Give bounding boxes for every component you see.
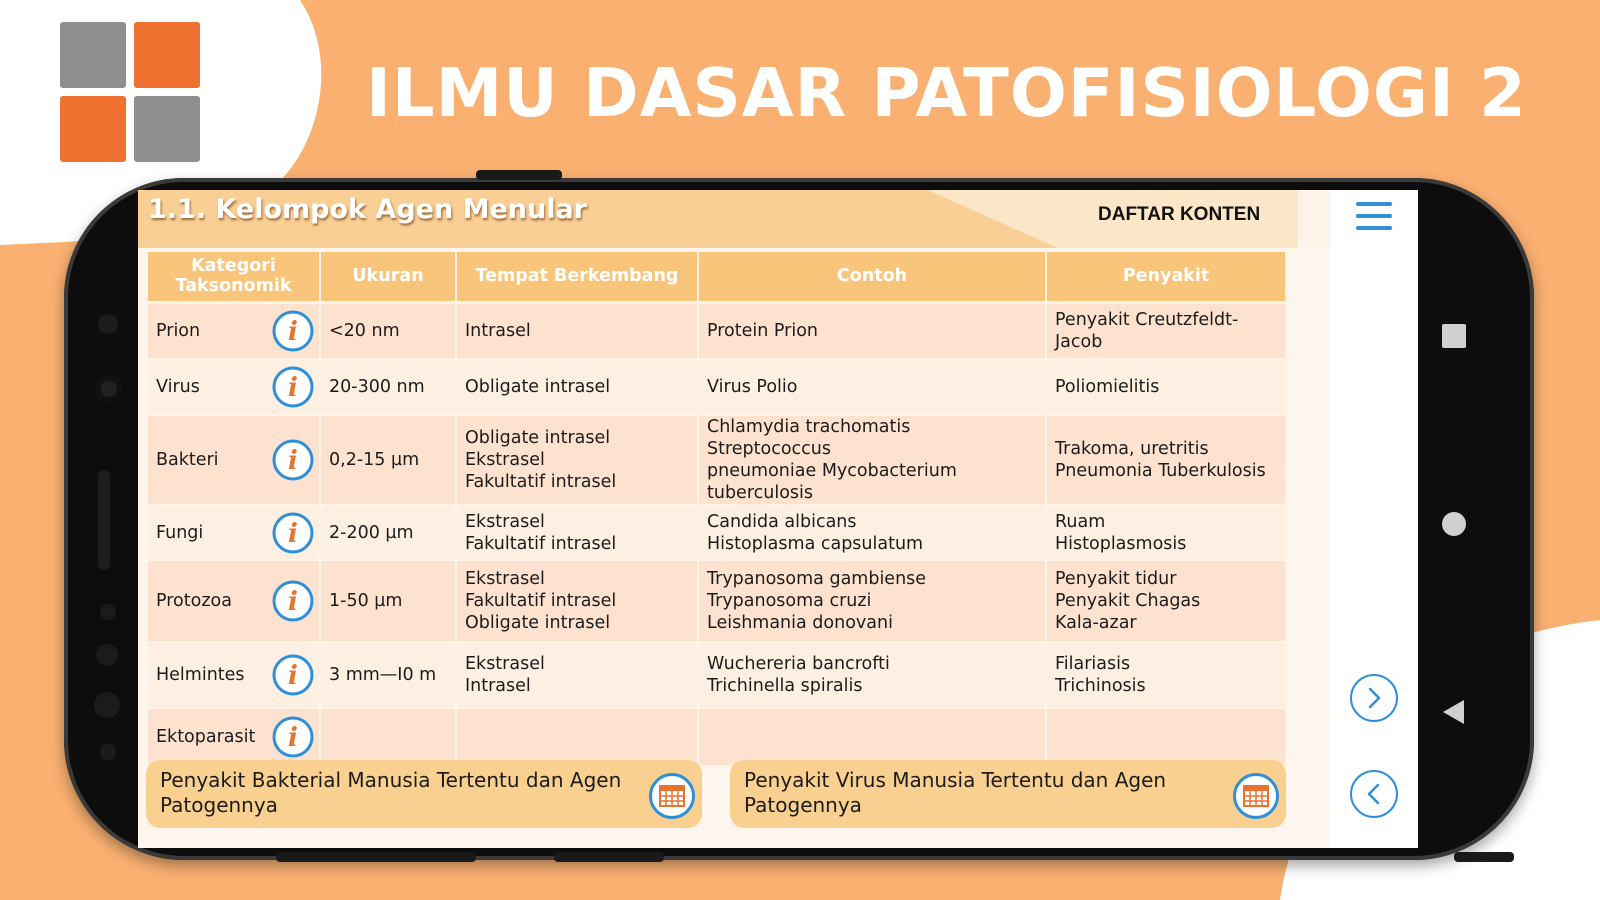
android-recents-button[interactable] xyxy=(1442,324,1466,348)
table-row xyxy=(148,302,1286,359)
category-cell xyxy=(148,560,320,642)
category-label: Protozoa xyxy=(156,591,232,611)
info-icon[interactable] xyxy=(271,715,315,759)
app-content xyxy=(138,190,1330,848)
disease-cell: Trakoma, uretritis Pneumonia Tuberkulosis xyxy=(1046,415,1286,505)
habitat-cell: Obligate intrasel xyxy=(456,359,698,415)
info-icon[interactable] xyxy=(271,653,315,697)
category-label: Bakteri xyxy=(156,450,219,470)
phone-sensor xyxy=(100,604,116,620)
link-label: Penyakit Bakterial Manusia Tertentu dan Agen Patogennya xyxy=(160,768,622,817)
info-icon[interactable] xyxy=(271,438,315,482)
examples-cell: Chlamydia trachomatis Streptococcus pneumoniae Mycobacterium tuberculosis xyxy=(698,415,1046,505)
examples-cell: Protein Prion xyxy=(698,302,1046,359)
phone-screen xyxy=(138,190,1418,848)
examples-cell: Trypanosoma gambiense Trypanosoma cruzi Leishmania donovani xyxy=(698,560,1046,642)
speaker-grille xyxy=(98,470,110,570)
android-home-button[interactable] xyxy=(1442,512,1466,536)
next-page-button[interactable] xyxy=(1350,674,1398,722)
link-label: Penyakit Virus Manusia Tertentu dan Agen Patogennya xyxy=(744,768,1167,817)
side-panel xyxy=(1330,190,1418,848)
disease-cell: Penyakit Creutzfeldt-Jacob xyxy=(1046,302,1286,359)
habitat-cell: Intrasel xyxy=(456,302,698,359)
category-label: Virus xyxy=(156,377,200,397)
phone-sensor xyxy=(96,644,118,666)
size-cell: 1-50 µm xyxy=(320,560,456,642)
chevron-left-icon xyxy=(1362,782,1386,806)
svg-text:i: i xyxy=(288,518,298,549)
phone-sensor xyxy=(98,314,118,334)
column-header: Kategori Taksonomik xyxy=(148,252,320,302)
examples-cell: Virus Polio xyxy=(698,359,1046,415)
logo xyxy=(60,22,202,164)
svg-text:i: i xyxy=(288,316,298,347)
svg-text:i: i xyxy=(288,446,298,476)
table-icon xyxy=(648,772,696,820)
size-cell: 3 mm—I0 m xyxy=(320,642,456,708)
phone-sensor xyxy=(100,744,116,760)
category-label: Prion xyxy=(156,320,201,341)
chevron-right-icon xyxy=(1362,686,1386,710)
size-cell xyxy=(320,708,456,766)
content-list-link[interactable]: DAFTAR KONTEN xyxy=(1098,204,1261,225)
agents-table xyxy=(148,252,1287,767)
table-row xyxy=(148,415,1286,505)
main-title: ILMU DASAR PATOFISIOLOGI 2 xyxy=(366,54,1527,132)
table-row xyxy=(148,708,1286,766)
section-title: 1.1. Kelompok Agen Menular xyxy=(148,194,587,225)
habitat-cell xyxy=(456,708,698,766)
habitat-cell: Ekstrasel Intrasel xyxy=(456,642,698,708)
category-label: Helmintes xyxy=(156,665,245,685)
disease-cell: Penyakit tidur Penyakit Chagas Kala-azar xyxy=(1046,560,1286,642)
android-back-button[interactable] xyxy=(1440,698,1468,726)
phone-sensor xyxy=(94,692,120,718)
category-cell xyxy=(148,708,320,766)
svg-text:i: i xyxy=(288,373,298,403)
column-header: Penyakit xyxy=(1046,252,1286,302)
size-cell: 20-300 nm xyxy=(320,359,456,415)
disease-cell xyxy=(1046,708,1286,766)
info-icon[interactable] xyxy=(271,309,315,353)
column-header: Ukuran xyxy=(320,252,456,302)
viral-disease-link[interactable] xyxy=(730,760,1286,828)
table-row xyxy=(148,642,1286,708)
front-camera xyxy=(96,376,122,402)
category-label: Fungi xyxy=(156,522,204,543)
category-cell xyxy=(148,359,320,415)
category-cell xyxy=(148,415,320,505)
size-cell: 2-200 µm xyxy=(320,505,456,560)
size-cell: 0,2-15 µm xyxy=(320,415,456,505)
disease-cell: Ruam Histoplasmosis xyxy=(1046,505,1286,560)
info-icon[interactable] xyxy=(271,511,315,555)
disease-cell: Poliomielitis xyxy=(1046,359,1286,415)
hamburger-menu-icon[interactable] xyxy=(1356,202,1392,232)
size-cell: <20 nm xyxy=(320,302,456,359)
category-cell xyxy=(148,302,320,359)
habitat-cell: Ekstrasel Fakultatif intrasel xyxy=(456,505,698,560)
table-row xyxy=(148,505,1286,560)
examples-cell: Wuchereria bancrofti Trichinella spiralis xyxy=(698,642,1046,708)
bacterial-disease-link[interactable] xyxy=(146,760,702,828)
previous-page-button[interactable] xyxy=(1350,770,1398,818)
svg-text:i: i xyxy=(288,587,298,617)
disease-cell: Filariasis Trichinosis xyxy=(1046,642,1286,708)
table-row xyxy=(148,359,1286,415)
habitat-cell: Ekstrasel Fakultatif intrasel Obligate intrasel xyxy=(456,560,698,642)
column-header: Contoh xyxy=(698,252,1046,302)
table-header-row xyxy=(148,252,1286,302)
habitat-cell: Obligate intrasel Ekstrasel Fakultatif intrasel xyxy=(456,415,698,505)
info-icon[interactable] xyxy=(271,365,315,409)
category-cell xyxy=(148,642,320,708)
examples-cell xyxy=(698,708,1046,766)
svg-text:i: i xyxy=(288,661,298,691)
column-header: Tempat Berkembang xyxy=(456,252,698,302)
table-row xyxy=(148,560,1286,642)
examples-cell: Candida albicans Histoplasma capsulatum xyxy=(698,505,1046,560)
svg-text:i: i xyxy=(288,723,298,753)
info-icon[interactable] xyxy=(271,579,315,623)
category-cell xyxy=(148,505,320,560)
category-label: Ektoparasit xyxy=(156,727,256,747)
table-icon xyxy=(1232,772,1280,820)
